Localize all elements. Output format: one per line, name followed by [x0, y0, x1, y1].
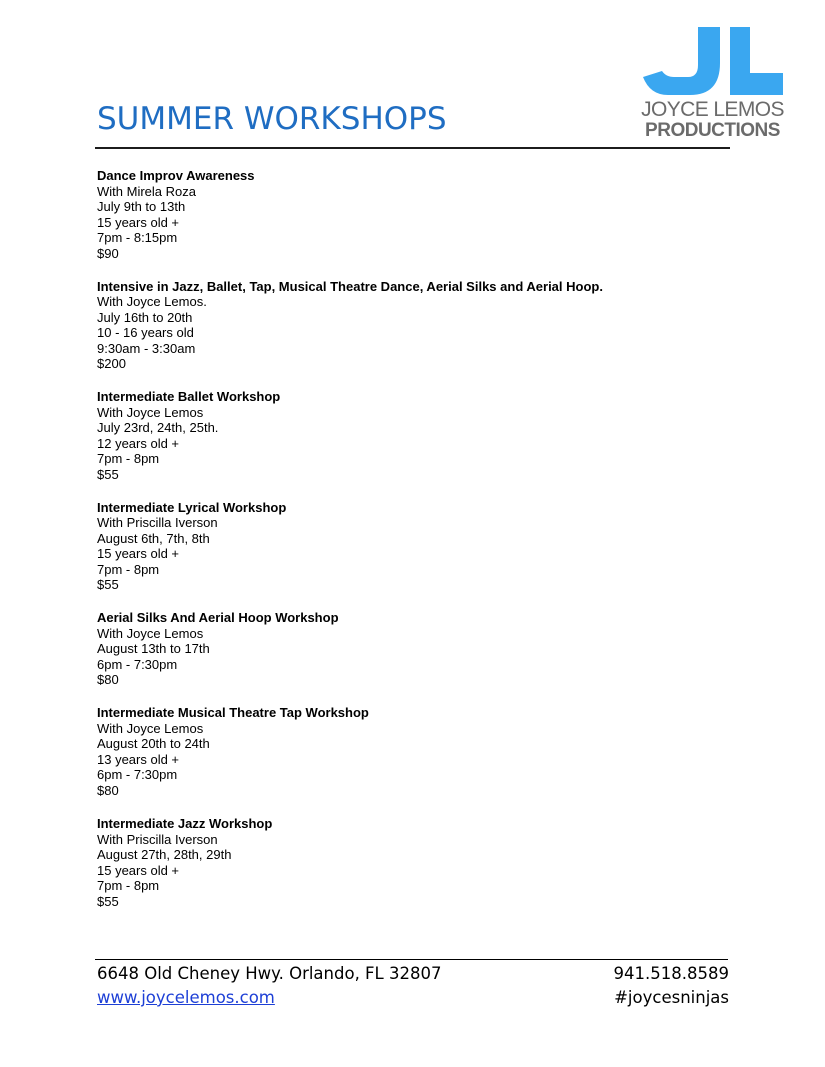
workshop-price: $55 [97, 577, 119, 593]
workshop-title: Dance Improv Awareness [97, 168, 255, 183]
workshop-price: $80 [97, 672, 119, 688]
workshop-age: 15 years old + [97, 546, 180, 562]
company-logo [640, 25, 785, 143]
workshop-instructor: With Priscilla Iverson [97, 831, 218, 847]
workshop-dates: August 27th, 28th, 29th [97, 847, 232, 863]
workshop-time: 6pm - 7:30pm [97, 656, 178, 672]
workshop-price: $90 [97, 245, 119, 261]
workshop-age: 12 years old + [97, 435, 180, 451]
workshop-item [97, 705, 737, 798]
workshop-item [97, 389, 737, 482]
workshop-item [97, 168, 737, 261]
workshop-item [97, 816, 737, 909]
workshop-dates: July 9th to 13th [97, 199, 186, 214]
workshop-title: Intermediate Jazz Workshop [97, 816, 273, 832]
workshop-time: 6pm - 7:30pm [97, 767, 178, 783]
workshop-title: Intermediate Musical Theatre Tap Workshop [97, 705, 369, 721]
footer-address: 6648 Old Cheney Hwy. Orlando, FL 32807 [97, 964, 442, 983]
workshop-dates: July 23rd, 24th, 25th. [97, 420, 219, 436]
workshop-instructor: With Joyce Lemos [97, 625, 204, 641]
workshop-instructor: With Joyce Lemos. [97, 294, 207, 310]
workshop-price: $55 [97, 893, 119, 909]
footer [97, 962, 729, 1010]
workshop-price: $55 [97, 466, 119, 482]
workshop-age: 15 years old + [97, 214, 180, 230]
page-title: SUMMER WORKSHOPS [97, 101, 447, 137]
workshop-time: 7pm - 8:15pm [97, 230, 178, 245]
logo-text-productions: PRODUCTIONS [645, 120, 780, 141]
footer-hashtag: #joycesninjas [614, 988, 729, 1007]
workshop-price: $80 [97, 782, 119, 798]
workshop-dates: July 16th to 20th [97, 309, 193, 325]
workshop-title: Intensive in Jazz, Ballet, Tap, Musical Theatre Dance, Aerial Silks and Aerial Hoop. [97, 278, 603, 294]
footer-phone: 941.518.8589 [613, 964, 729, 983]
workshop-title: Intermediate Lyrical Workshop [97, 499, 287, 515]
jl-monogram-icon [640, 25, 785, 97]
workshop-title: Intermediate Ballet Workshop [97, 389, 281, 405]
workshop-instructor: With Joyce Lemos [97, 404, 204, 420]
workshop-price: $200 [97, 356, 126, 372]
logo-text-joyce-lemos: JOYCE LEMOS [641, 98, 784, 121]
workshop-age: 15 years old + [97, 862, 180, 878]
title-divider [95, 147, 730, 149]
workshop-age: 13 years old + [97, 751, 180, 767]
workshop-time: 9:30am - 3:30am [97, 340, 196, 356]
workshop-instructor: With Joyce Lemos [97, 720, 204, 736]
workshop-dates: August 13th to 17th [97, 641, 210, 657]
workshop-item [97, 500, 737, 593]
workshop-age: 10 - 16 years old [97, 325, 194, 341]
footer-divider [95, 959, 728, 960]
workshop-item [97, 610, 737, 688]
workshop-instructor: With Mirela Roza [97, 183, 196, 199]
workshop-time: 7pm - 8pm [97, 561, 160, 577]
workshop-time: 7pm - 8pm [97, 878, 160, 894]
workshop-instructor: With Priscilla Iverson [97, 515, 218, 531]
workshop-list [97, 168, 737, 927]
workshop-dates: August 20th to 24th [97, 736, 210, 752]
workshop-item [97, 279, 737, 372]
website-link[interactable]: www.joycelemos.com [97, 988, 275, 1007]
workshop-time: 7pm - 8pm [97, 451, 160, 467]
workshop-dates: August 6th, 7th, 8th [97, 530, 210, 546]
workshop-title: Aerial Silks And Aerial Hoop Workshop [97, 610, 339, 626]
